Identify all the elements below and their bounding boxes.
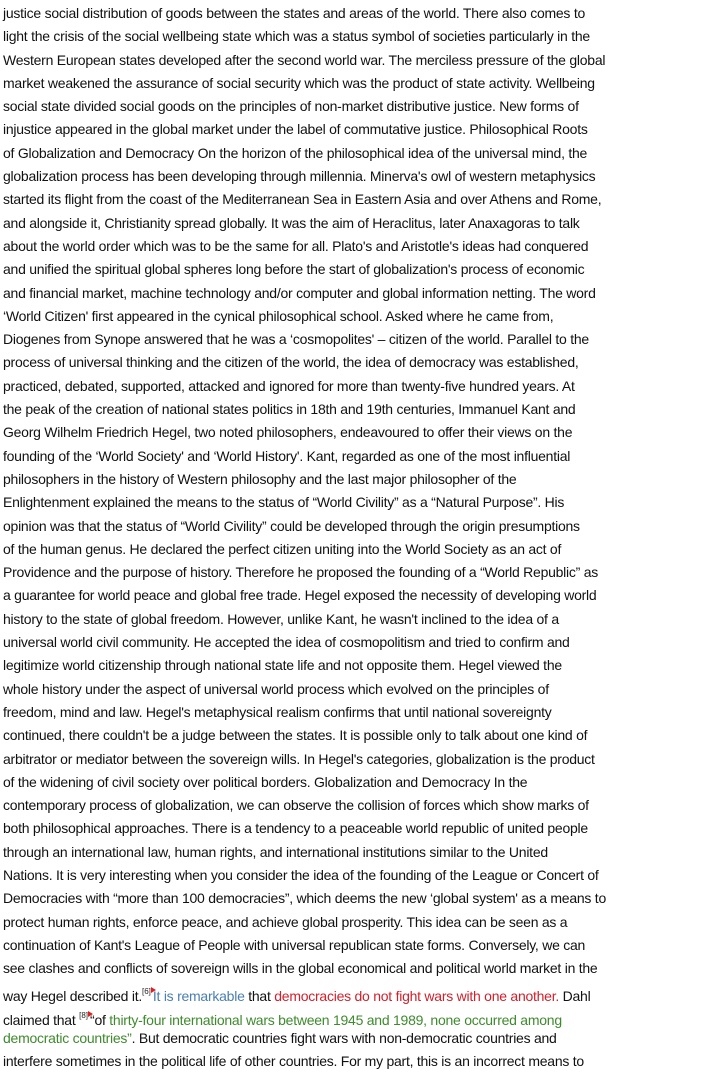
- text-segment: and unified the spiritual global spheres long before the start of globalization's process of economic: [3, 261, 585, 278]
- text-line: [3, 351, 707, 374]
- text-segment: justice social distribution of goods between the states and areas of the world. There also comes to: [3, 5, 586, 21]
- text-segment: social state divided social goods on the principles of non-market distributive justice. New forms of: [3, 98, 579, 115]
- text-segment: universal world civil community. He accepted the idea of cosmopolitism and tried to confirm and: [3, 634, 570, 651]
- text-line: [3, 328, 707, 351]
- text-line: [3, 934, 707, 957]
- text-segment: Nations. It is very interesting when you consider the idea of the founding of the League or Concert of: [3, 866, 599, 883]
- text-line: [3, 748, 707, 771]
- text-line: [3, 165, 707, 188]
- text-segment: opinion was that the status of “World Civility” could be developed through the origin presumptions: [3, 517, 580, 534]
- document-page: [3, 2, 707, 1074]
- text-segment: continuation of Kant's League of People with universal republican state forms. Conversely, we can: [3, 936, 586, 953]
- text-segment: . But democratic countries fight wars with non-democratic countries and: [131, 1030, 557, 1047]
- footnote-reference[interactable]: [6]: [142, 987, 151, 997]
- text-segment: “of: [90, 1011, 110, 1028]
- footnote-reference[interactable]: [8]: [79, 1010, 89, 1020]
- text-segment: ‘World Citizen' first appeared in the cynical philosophical school. Asked where he came from,: [3, 307, 554, 324]
- text-line: [3, 864, 707, 887]
- text-line: [3, 817, 707, 840]
- text-line: [3, 375, 707, 398]
- text-line: [3, 631, 707, 654]
- highlighted-text-green: thirty-four international wars between 1945 and 1989, none occurred among: [109, 1011, 562, 1028]
- text-line: [3, 841, 707, 864]
- text-segment: Democracies with “more than 100 democracies”, which deems the new ‘global system' as a means to: [3, 890, 606, 907]
- text-segment: legitimize world citizenship through national state life and not opposite them. Hegel viewed the: [3, 657, 562, 674]
- text-line: [3, 654, 707, 677]
- text-segment: interfere sometimes in the political life of other countries. For my part, this is an incorrect means to: [3, 1053, 584, 1070]
- text-segment: Enlightenment explained the means to the status of “World Civility” as a “Natural Purpose”. His: [3, 494, 565, 511]
- text-line: [3, 188, 707, 211]
- text-line: [3, 491, 707, 514]
- text-segment: that: [244, 988, 275, 1005]
- text-segment: Dahl: [559, 988, 591, 1005]
- text-segment: of the human genus. He declared the perfect citizen uniting into the World Society as an act of: [3, 540, 562, 557]
- text-segment: whole history under the aspect of universal world process which evolved on the principles of: [3, 680, 549, 697]
- text-line: [3, 957, 707, 980]
- text-line: [3, 584, 707, 607]
- text-segment: Georg Wilhelm Friedrich Hegel, two noted philosophers, endeavoured to offer their views on the: [3, 424, 573, 441]
- text-segment: Diogenes from Synope answered that he was a ‘cosmopolites' – citizen of the world. Parallel to the: [3, 331, 589, 348]
- text-segment: of the widening of civil society over political borders. Globalization and Democracy In the: [3, 773, 528, 790]
- text-segment: the peak of the creation of national states politics in 18th and 19th centuries, Immanuel Kant and: [3, 401, 576, 418]
- text-segment: philosophers in the history of Western philosophy and the last major philosopher of the: [3, 470, 517, 487]
- text-line: [3, 561, 707, 584]
- text-line: [3, 701, 707, 724]
- text-segment: globalization process has been developing through millennia. Minerva's owl of western metaphysics: [3, 168, 596, 185]
- text-segment: about the world order which was to be the same for all. Plato's and Aristotle's ideas had conquered: [3, 237, 589, 254]
- text-segment: and alongside it, Christianity spread globally. It was the aim of Heraclitus, later Anaxagoras to talk: [3, 214, 580, 231]
- text-segment: Western European states developed after the second world war. The merciless pressure of the global: [3, 51, 606, 68]
- text-segment: protect human rights, enforce peace, and achieve global prosperity. This idea can be seen as a: [3, 913, 568, 930]
- text-line: [3, 118, 707, 141]
- text-line: [3, 305, 707, 328]
- highlighted-text-green: democratic countries”: [3, 1030, 132, 1047]
- highlighted-text-red: democracies do not fight wars with one another.: [274, 988, 560, 1005]
- text-segment: founding of the ‘World Society' and ‘World History'. Kant, regarded as one of the most influential: [3, 447, 571, 464]
- text-segment: see clashes and conflicts of sovereign wills in the global economical and political world market in the: [3, 960, 598, 977]
- text-line: [3, 887, 707, 910]
- text-line: [3, 49, 707, 72]
- highlighted-text-blue: It is remarkable: [152, 988, 245, 1005]
- text-segment: started its flight from the coast of the Mediterranean Sea in Eastern Asia and over Athens and Rome,: [3, 191, 602, 208]
- text-line: [3, 515, 707, 538]
- text-line: [3, 1004, 707, 1027]
- text-line: [3, 212, 707, 235]
- text-line: [3, 1027, 707, 1050]
- text-line: [3, 25, 707, 48]
- text-line: [3, 142, 707, 165]
- text-segment: way Hegel described it.: [3, 988, 142, 1005]
- text-line: [3, 608, 707, 631]
- text-line: [3, 235, 707, 258]
- text-line: [3, 771, 707, 794]
- text-segment: and financial market, machine technology and/or computer and global information netting. The word: [3, 284, 596, 301]
- text-segment: through an international law, human rights, and international institutions similar to the United: [3, 843, 548, 860]
- text-segment: of Globalization and Democracy On the horizon of the philosophical idea of the universal mind, the: [3, 144, 588, 161]
- text-line: [3, 72, 707, 95]
- text-line: [3, 538, 707, 561]
- text-segment: injustice appeared in the global market under the label of commutative justice. Philosophical Roots: [3, 121, 588, 138]
- text-segment: contemporary process of globalization, we can observe the collision of forces which show marks of: [3, 797, 589, 814]
- text-line: [3, 911, 707, 934]
- text-line: [3, 1050, 707, 1073]
- text-line: [3, 445, 707, 468]
- text-line: [3, 258, 707, 281]
- text-segment: process of universal thinking and the citizen of the world, the idea of democracy was established,: [3, 354, 579, 371]
- text-line: [3, 980, 707, 1003]
- text-line: [3, 95, 707, 118]
- text-segment: Providence and the purpose of history. Therefore he proposed the founding of a “World Republic” as: [3, 564, 598, 581]
- text-segment: light the crisis of the social wellbeing state which was a status symbol of societies particularly in the: [3, 28, 590, 45]
- text-line: [3, 421, 707, 444]
- text-line: [3, 398, 707, 421]
- text-segment: a guarantee for world peace and global free trade. Hegel exposed the necessity of developing world: [3, 587, 597, 604]
- text-line: [3, 282, 707, 305]
- text-segment: arbitrator or mediator between the sovereign wills. In Hegel's categories, globalization is the product: [3, 750, 595, 767]
- text-segment: both philosophical approaches. There is a tendency to a peaceable world republic of united people: [3, 820, 588, 837]
- text-line: [3, 794, 707, 817]
- text-segment: market weakened the assurance of social security which was the product of state activity. Wellbeing: [3, 74, 595, 91]
- text-line: [3, 724, 707, 747]
- text-segment: claimed that: [3, 1011, 80, 1028]
- text-segment: practiced, debated, supported, attacked and ignored for more than twenty-five hundred years. At: [3, 377, 575, 394]
- text-line: [3, 468, 707, 491]
- text-segment: freedom, mind and law. Hegel's metaphysical realism confirms that until national sovereignty: [3, 703, 552, 720]
- text-segment: continued, there couldn't be a judge between the states. It is possible only to talk about one kind of: [3, 727, 588, 744]
- text-line: [3, 678, 707, 701]
- text-line: [3, 2, 707, 25]
- text-segment: history to the state of global freedom. However, unlike Kant, he wasn't inclined to the idea of a: [3, 610, 559, 627]
